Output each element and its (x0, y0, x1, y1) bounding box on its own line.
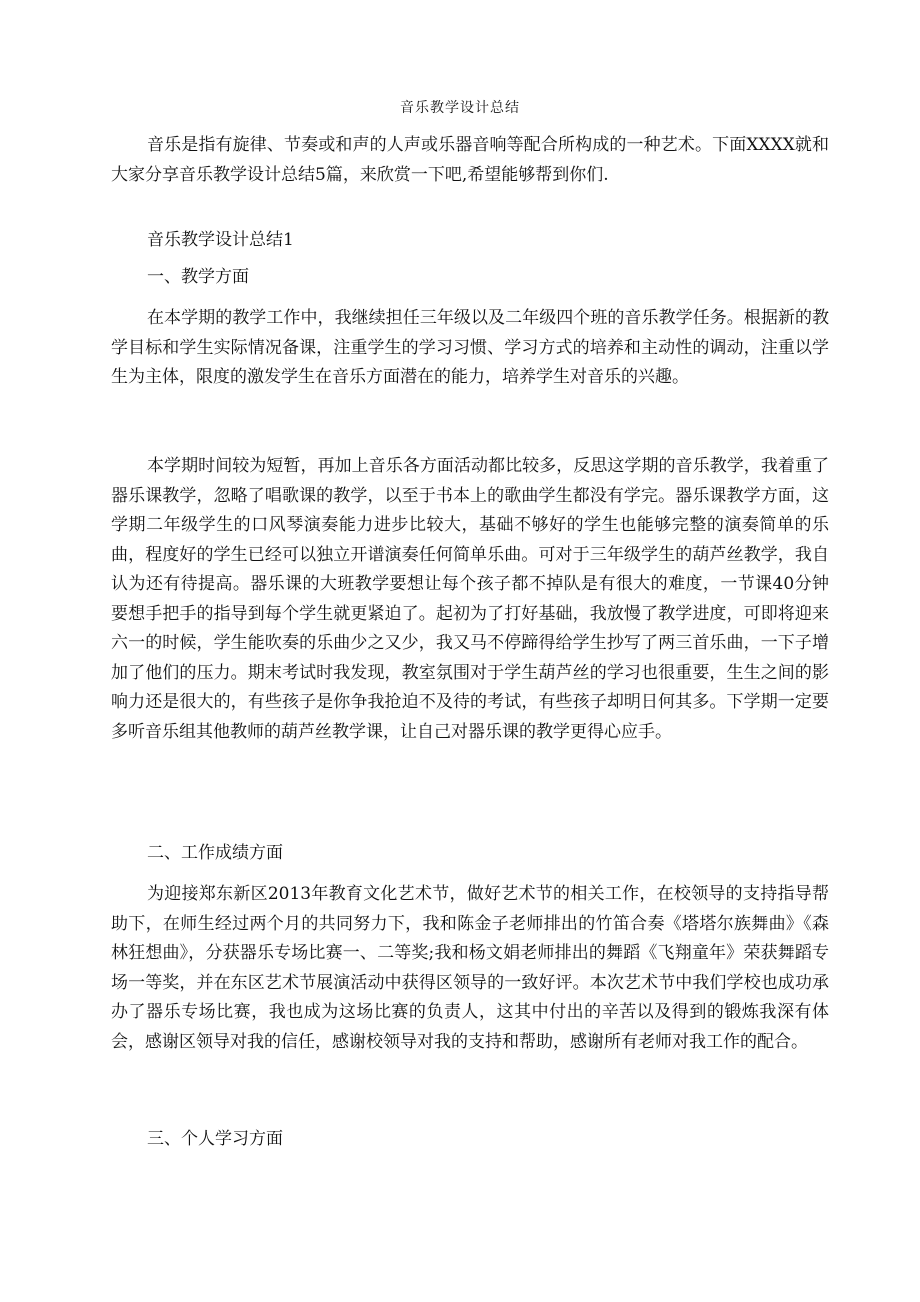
heading-teaching: 一、教学方面 (147, 267, 249, 287)
paragraph-teaching-2: 本学期时间较为短暂，再加上音乐各方面活动都比较多，反思这学期的音乐教学，我着重了器乐课教学，忽略了唱歌课的教学，以至于书本上的歌曲学生都没有学完。器乐课教学方面，这学期二年级学生的口风琴演奏能力进步比较大，基础不够好的学生也能够完整的演奏简单的乐曲，程度好的学生已经可以独立开谱演奏任何简单乐曲。可对于三年级学生的葫芦丝教学，我自认为还有待提高。器乐课的大班教学要想让每个孩子都不掉队是有很大的难度，一节课40分钟要想手把手的指导到每个学生就更紧迫了。起初为了打好基础，我放慢了教学进度，可即将迎来六一的时候，学生能吹奏的乐曲少之又少，我又马不停蹄得给学生抄写了两三首乐曲，一下子增加了他们的压力。期末考试时我发现，教室氛围对于学生葫芦丝的学习也很重要，生生之间的影响力还是很大的，有些孩子是你争我抢迫不及待的考试，有些孩子却明日何其多。下学期一定要多听音乐组其他教师的葫芦丝教学课，让自己对器乐课的教学更得心应手。 (111, 456, 829, 742)
section-title: 音乐教学设计总结1 (147, 230, 294, 250)
heading-achievements: 二、工作成绩方面 (147, 843, 283, 863)
document-title: 音乐教学设计总结 (400, 100, 520, 116)
paragraph-achievements: 为迎接郑东新区2013年教育文化艺术节，做好艺术节的相关工作，在校领导的支持指导帮助下，在师生经过两个月的共同努力下，我和陈金子老师排出的竹笛合奏《塔塔尔族舞曲》《森林狂想曲》，分获器乐专场比赛一、二等奖;我和杨文娟老师排出的舞蹈《飞翔童年》荣获舞蹈专场一等奖，并在东区艺术节展演活动中获得区领导的一致好评。本次艺术节中我们学校也成功承办了器乐专场比赛，我也成为这场比赛的负责人，这其中付出的辛苦以及得到的锻炼我深有体会，感谢区领导对我的信任，感谢校领导对我的支持和帮助，感谢所有老师对我工作的配合。 (111, 884, 829, 1052)
paragraph-teaching-1: 在本学期的教学工作中，我继续担任三年级以及二年级四个班的音乐教学任务。根据新的教学目标和学生实际情况备课，注重学生的学习习惯、学习方式的培养和主动性的调动，注重以学生为主体，限度的激发学生在音乐方面潜在的能力，培养学生对音乐的兴趣。 (111, 308, 829, 387)
heading-personal-study: 三、个人学习方面 (147, 1129, 283, 1149)
intro-paragraph: 音乐是指有旋律、节奏或和声的人声或乐器音响等配合所构成的一种艺术。下面XXXX就和大家分享音乐教学设计总结5篇，来欣赏一下吧,希望能够帮到你们. (111, 135, 829, 185)
